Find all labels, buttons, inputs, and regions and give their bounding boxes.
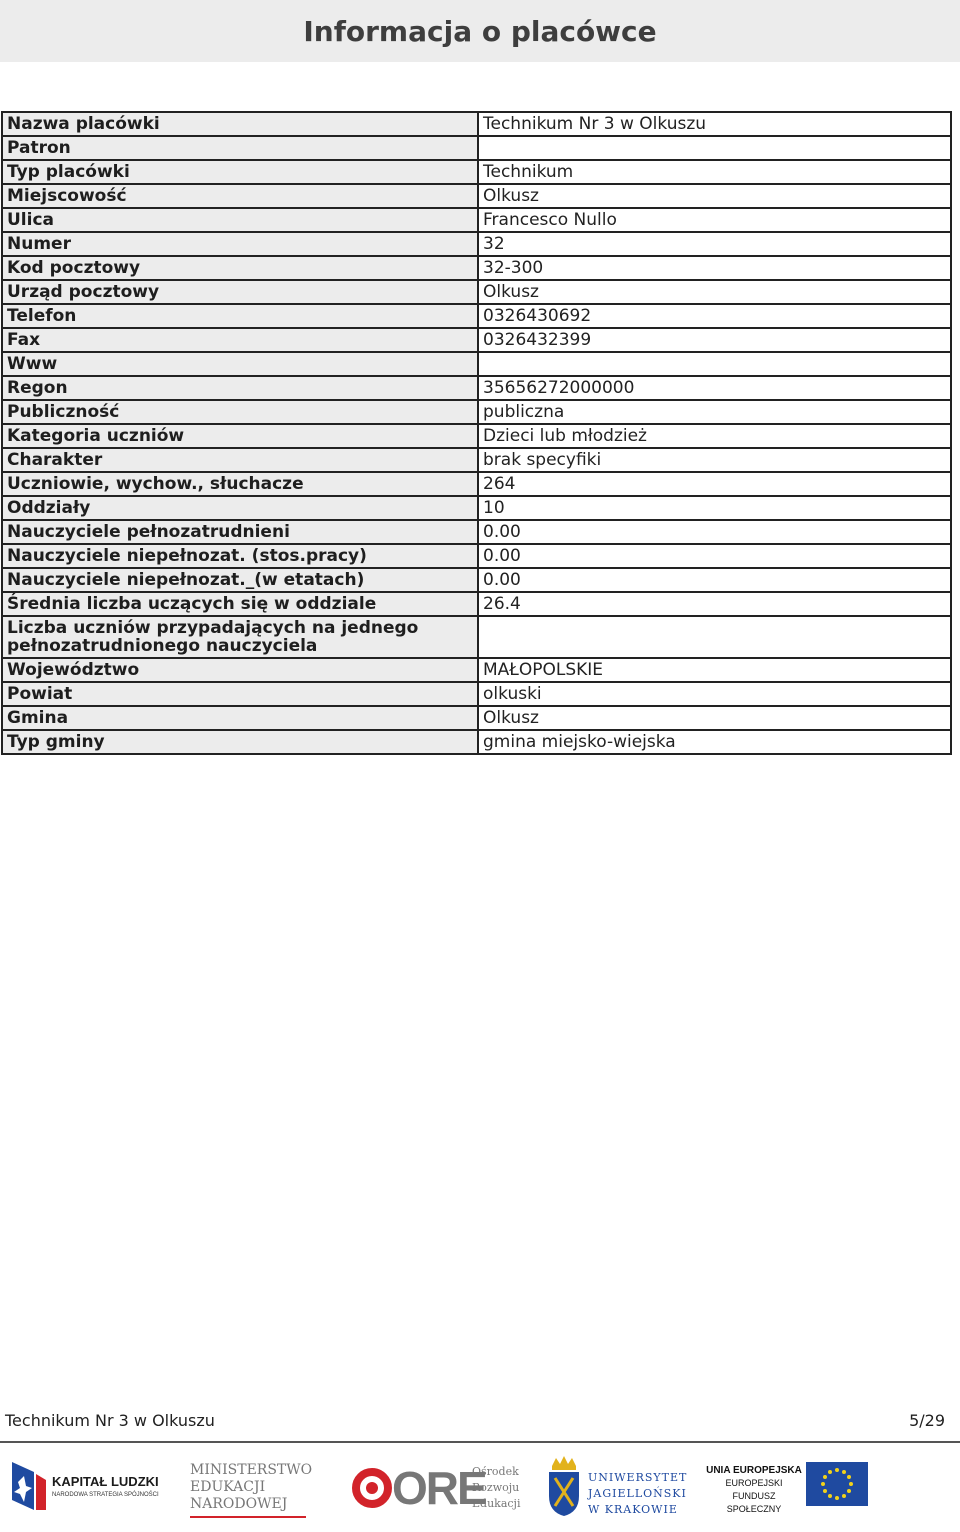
info-row [2,424,951,448]
field-value: 32-300 [478,256,951,280]
info-row [2,730,951,754]
men-line-1: MINISTERSTWO [190,1462,313,1478]
field-value: 0326432399 [478,328,951,352]
uj-line-1: UNIWERSYTET [588,1471,688,1484]
info-row [2,616,951,658]
field-label: Regon [2,376,478,400]
eu-logo [706,1452,886,1524]
men-logo [190,1452,320,1524]
info-row [2,112,951,136]
ore-logo [350,1452,530,1524]
info-row [2,592,951,616]
info-row [2,280,951,304]
page-title: Informacja o placówce [303,15,657,48]
info-row [2,448,951,472]
info-table [1,111,952,755]
field-value: 32 [478,232,951,256]
info-row [2,568,951,592]
field-label: Typ gminy [2,730,478,754]
footer-school-name: Technikum Nr 3 w Olkuszu [5,1411,215,1430]
field-label: Www [2,352,478,376]
info-row [2,400,951,424]
info-row [2,706,951,730]
field-value: gmina miejsko-wiejska [478,730,951,754]
field-label: Publiczność [2,400,478,424]
info-row [2,328,951,352]
field-value: 0.00 [478,520,951,544]
field-label: Patron [2,136,478,160]
men-underline [190,1516,306,1518]
field-value: Technikum Nr 3 w Olkuszu [478,112,951,136]
info-row [2,352,951,376]
info-row [2,232,951,256]
title-bar [0,0,960,62]
field-label: Charakter [2,448,478,472]
info-row [2,682,951,706]
field-label: Ulica [2,208,478,232]
field-label: Nauczyciele niepełnozat._(w etatach) [2,568,478,592]
field-value: 0326430692 [478,304,951,328]
footer-divider [0,1441,960,1443]
ore-line-2: Rozwoju [472,1481,520,1494]
field-value: Dzieci lub młodzież [478,424,951,448]
field-label: Numer [2,232,478,256]
field-value: 35656272000000 [478,376,951,400]
uj-line-2: JAGIELLOŃSKI [588,1487,687,1500]
info-row [2,184,951,208]
info-row [2,256,951,280]
men-line-2: EDUKACJI [190,1479,266,1495]
info-row [2,304,951,328]
field-label: Nazwa placówki [2,112,478,136]
field-value: 0.00 [478,568,951,592]
kapital-ludzki-logo [10,1452,170,1524]
eu-flag-icon [806,1462,868,1506]
field-value: 264 [478,472,951,496]
field-label: Nauczyciele pełnozatrudnieni [2,520,478,544]
kl-title: KAPITAŁ LUDZKI [52,1474,159,1489]
field-value: Technikum [478,160,951,184]
info-row [2,136,951,160]
info-row [2,544,951,568]
info-row [2,472,951,496]
field-value: olkuski [478,682,951,706]
info-row [2,496,951,520]
info-row [2,376,951,400]
kapital-ludzki-icon [10,1460,48,1512]
info-row [2,658,951,682]
field-value: Olkusz [478,184,951,208]
ore-line-3: Edukacji [472,1497,521,1510]
eu-line-1: UNIA EUROPEJSKA [706,1465,802,1476]
field-label: Urząd pocztowy [2,280,478,304]
men-line-3: NARODOWEJ [190,1496,288,1512]
field-value [478,136,951,160]
field-label: Liczba uczniów przypadających na jednego pełnozatrudnionego nauczyciela [2,616,478,658]
ore-ring-icon [352,1468,392,1508]
field-value: publiczna [478,400,951,424]
field-label: Fax [2,328,478,352]
field-value [478,616,951,658]
field-value [478,352,951,376]
field-label: Powiat [2,682,478,706]
ore-line-1: Ośrodek [472,1465,519,1478]
uj-logo [546,1452,686,1524]
sponsor-logos [0,1452,960,1524]
field-value: 10 [478,496,951,520]
field-label: Województwo [2,658,478,682]
field-label: Uczniowie, wychow., słuchacze [2,472,478,496]
uj-line-3: W KRAKOWIE [588,1503,678,1516]
info-row [2,160,951,184]
field-label: Typ placówki [2,160,478,184]
field-value: Olkusz [478,706,951,730]
field-value: MAŁOPOLSKIE [478,658,951,682]
info-row [2,520,951,544]
field-label: Telefon [2,304,478,328]
field-value: Olkusz [478,280,951,304]
field-label: Nauczyciele niepełnozat. (stos.pracy) [2,544,478,568]
info-row [2,208,951,232]
ore-letters: ORE [392,1462,486,1514]
uj-crest-icon [546,1456,582,1518]
field-value: Francesco Nullo [478,208,951,232]
kl-subtitle: NARODOWA STRATEGIA SPÓJNOŚCI [52,1492,159,1498]
field-label: Kategoria uczniów [2,424,478,448]
field-label: Gmina [2,706,478,730]
field-value: 26.4 [478,592,951,616]
field-label: Kod pocztowy [2,256,478,280]
field-label: Średnia liczba uczących się w oddziale [2,592,478,616]
page-number: 5/29 [909,1411,945,1430]
eu-line-2: EUROPEJSKI [725,1478,783,1488]
field-label: Oddziały [2,496,478,520]
field-label: Miejscowość [2,184,478,208]
field-value: 0.00 [478,544,951,568]
field-value: brak specyfiki [478,448,951,472]
eu-line-3: FUNDUSZ SPOŁECZNY [726,1491,782,1514]
